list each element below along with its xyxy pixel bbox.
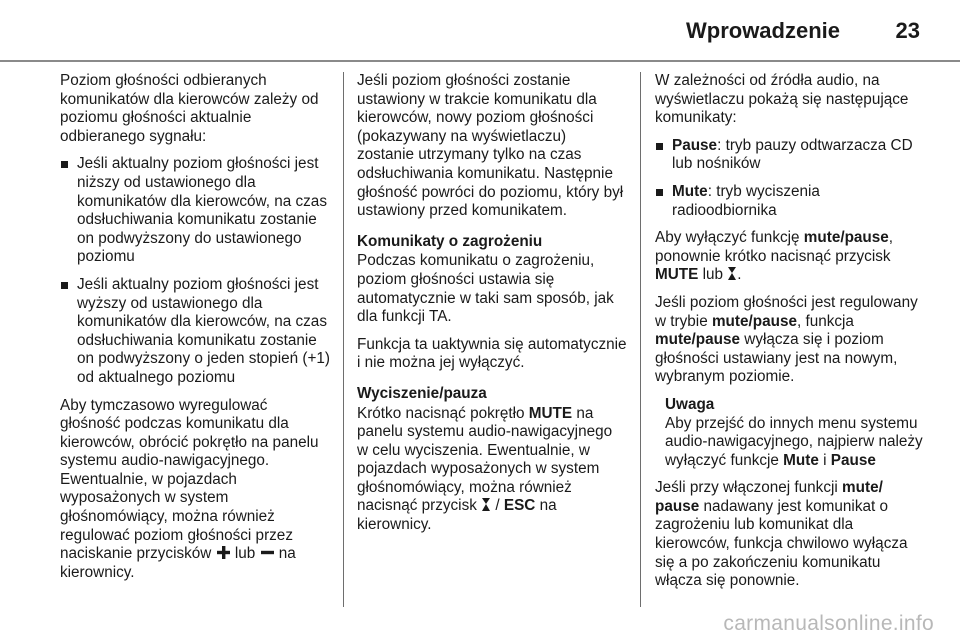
note-box: [665, 396, 927, 470]
column-2: [357, 72, 627, 544]
plus-icon: [216, 545, 231, 560]
paragraph: Jeśli poziom głośności jest regulowany w trybie mute/pause, funkcja mute/pause wyłącza się i poziom głośności ustawiany jest na nowym, wybranym poziomie.: [655, 293, 918, 386]
page-number: 23: [895, 18, 920, 43]
paragraph: Aby wyłączyć funkcję mute/pause, ponownie krótko nacisnąć przycisk MUTE lub .: [655, 229, 894, 284]
paragraph: Krótko nacisnąć pokrętło MUTE na panelu systemu audio-nawigacyjnego w celu wyciszenia. Ewentualnie, w pojazdach wyposażonych w system głośnomówiący, można również nacisnąć przycisk / ESC na kierownicy.: [357, 404, 613, 534]
section-heading: Komunikaty o zagrożeniu: [357, 232, 543, 250]
paragraph: Funkcja ta uaktywnia się automatycznie i nie można jej wyłączyć.: [357, 335, 627, 372]
mute-label: MUTE: [528, 404, 573, 422]
paragraph: W zależności od źródła audio, na wyświetlaczu pokażą się następujące komunikaty:: [655, 72, 909, 127]
mute-label: MUTE: [655, 266, 699, 284]
page-title: Wprowadzenie: [685, 18, 840, 43]
minus-icon: [260, 545, 275, 560]
list-item: Mute: tryb wyciszenia radioodbiornika: [655, 183, 927, 220]
mute-speaker-icon: [727, 266, 737, 281]
paragraph: Jeśli przy włączonej funkcji mute/ pause nadawany jest komunikat o zagrożeniu lub komunikat dla kierowców, funkcja chwilowo wyłącza się a po zakończeniu komunikatu włącza się ponownie.: [655, 479, 908, 590]
list-item: Jeśli aktualny poziom głośności jest niższy od ustawionego dla komunikatów dla kierowców, na czas odsłuchiwania komunikatu zostanie on podwyższony do ustawionego poziomu: [60, 155, 330, 267]
watermark: carmanualsonline.info: [723, 612, 934, 635]
paragraph: Aby tymczasowo wyregulować głośność podczas komunikatu dla kierowców, obrócić pokrętło na panelu systemu audio-nawigacyjnego. Ewentualnie, w pojazdach wyposażonych w system głośnomówiący, można również regulować poziom głośności przez naciskanie przycisków lub na kierownicy.: [60, 396, 319, 581]
column-1: [60, 72, 330, 591]
page-header: [0, 0, 960, 60]
esc-label: ESC: [503, 497, 536, 515]
column-divider: [640, 72, 641, 607]
column-3: [655, 72, 927, 600]
list-item: Jeśli aktualny poziom głośności jest wyższy od ustawionego dla komunikatów dla kierowców, na czas odsłuchiwania komunikatu zostanie on podwyższony o jeden stopień (+1) od aktualnego poziomu: [60, 276, 330, 388]
header-rule: [0, 60, 960, 62]
bullet-list: [655, 137, 927, 220]
column-divider: [343, 72, 344, 607]
note-text: Aby przejść do innych menu systemu audio-nawigacyjnego, najpierw należy wyłączyć funkcje Mute i Pause: [665, 414, 923, 469]
bullet-list: [60, 155, 330, 387]
paragraph: Jeśli poziom głośności zostanie ustawiony w trakcie komunikatu dla kierowców, nowy poziom głośności (pokazywany na wyświetlaczu) zostanie utrzymany tylko na czas odsłuchiwania komunikatu. Następnie głośność powróci do poziomu, który był ustawiony przed komunikatem.: [357, 72, 624, 220]
mute-speaker-icon: [481, 497, 491, 512]
list-item: Pause: tryb pauzy odtwarzacza CD lub nośników: [655, 137, 927, 174]
note-title: Uwaga: [665, 395, 715, 413]
section-heading: Wyciszenie/pauza: [357, 384, 487, 402]
paragraph: Poziom głośności odbieranych komunikatów dla kierowców zależy od poziomu głośności aktualnie odbieranego sygnału:: [60, 72, 319, 145]
paragraph: Podczas komunikatu o zagrożeniu, poziom głośności ustawia się automatycznie w taki sam sposób, jak dla funkcji TA.: [357, 252, 614, 326]
